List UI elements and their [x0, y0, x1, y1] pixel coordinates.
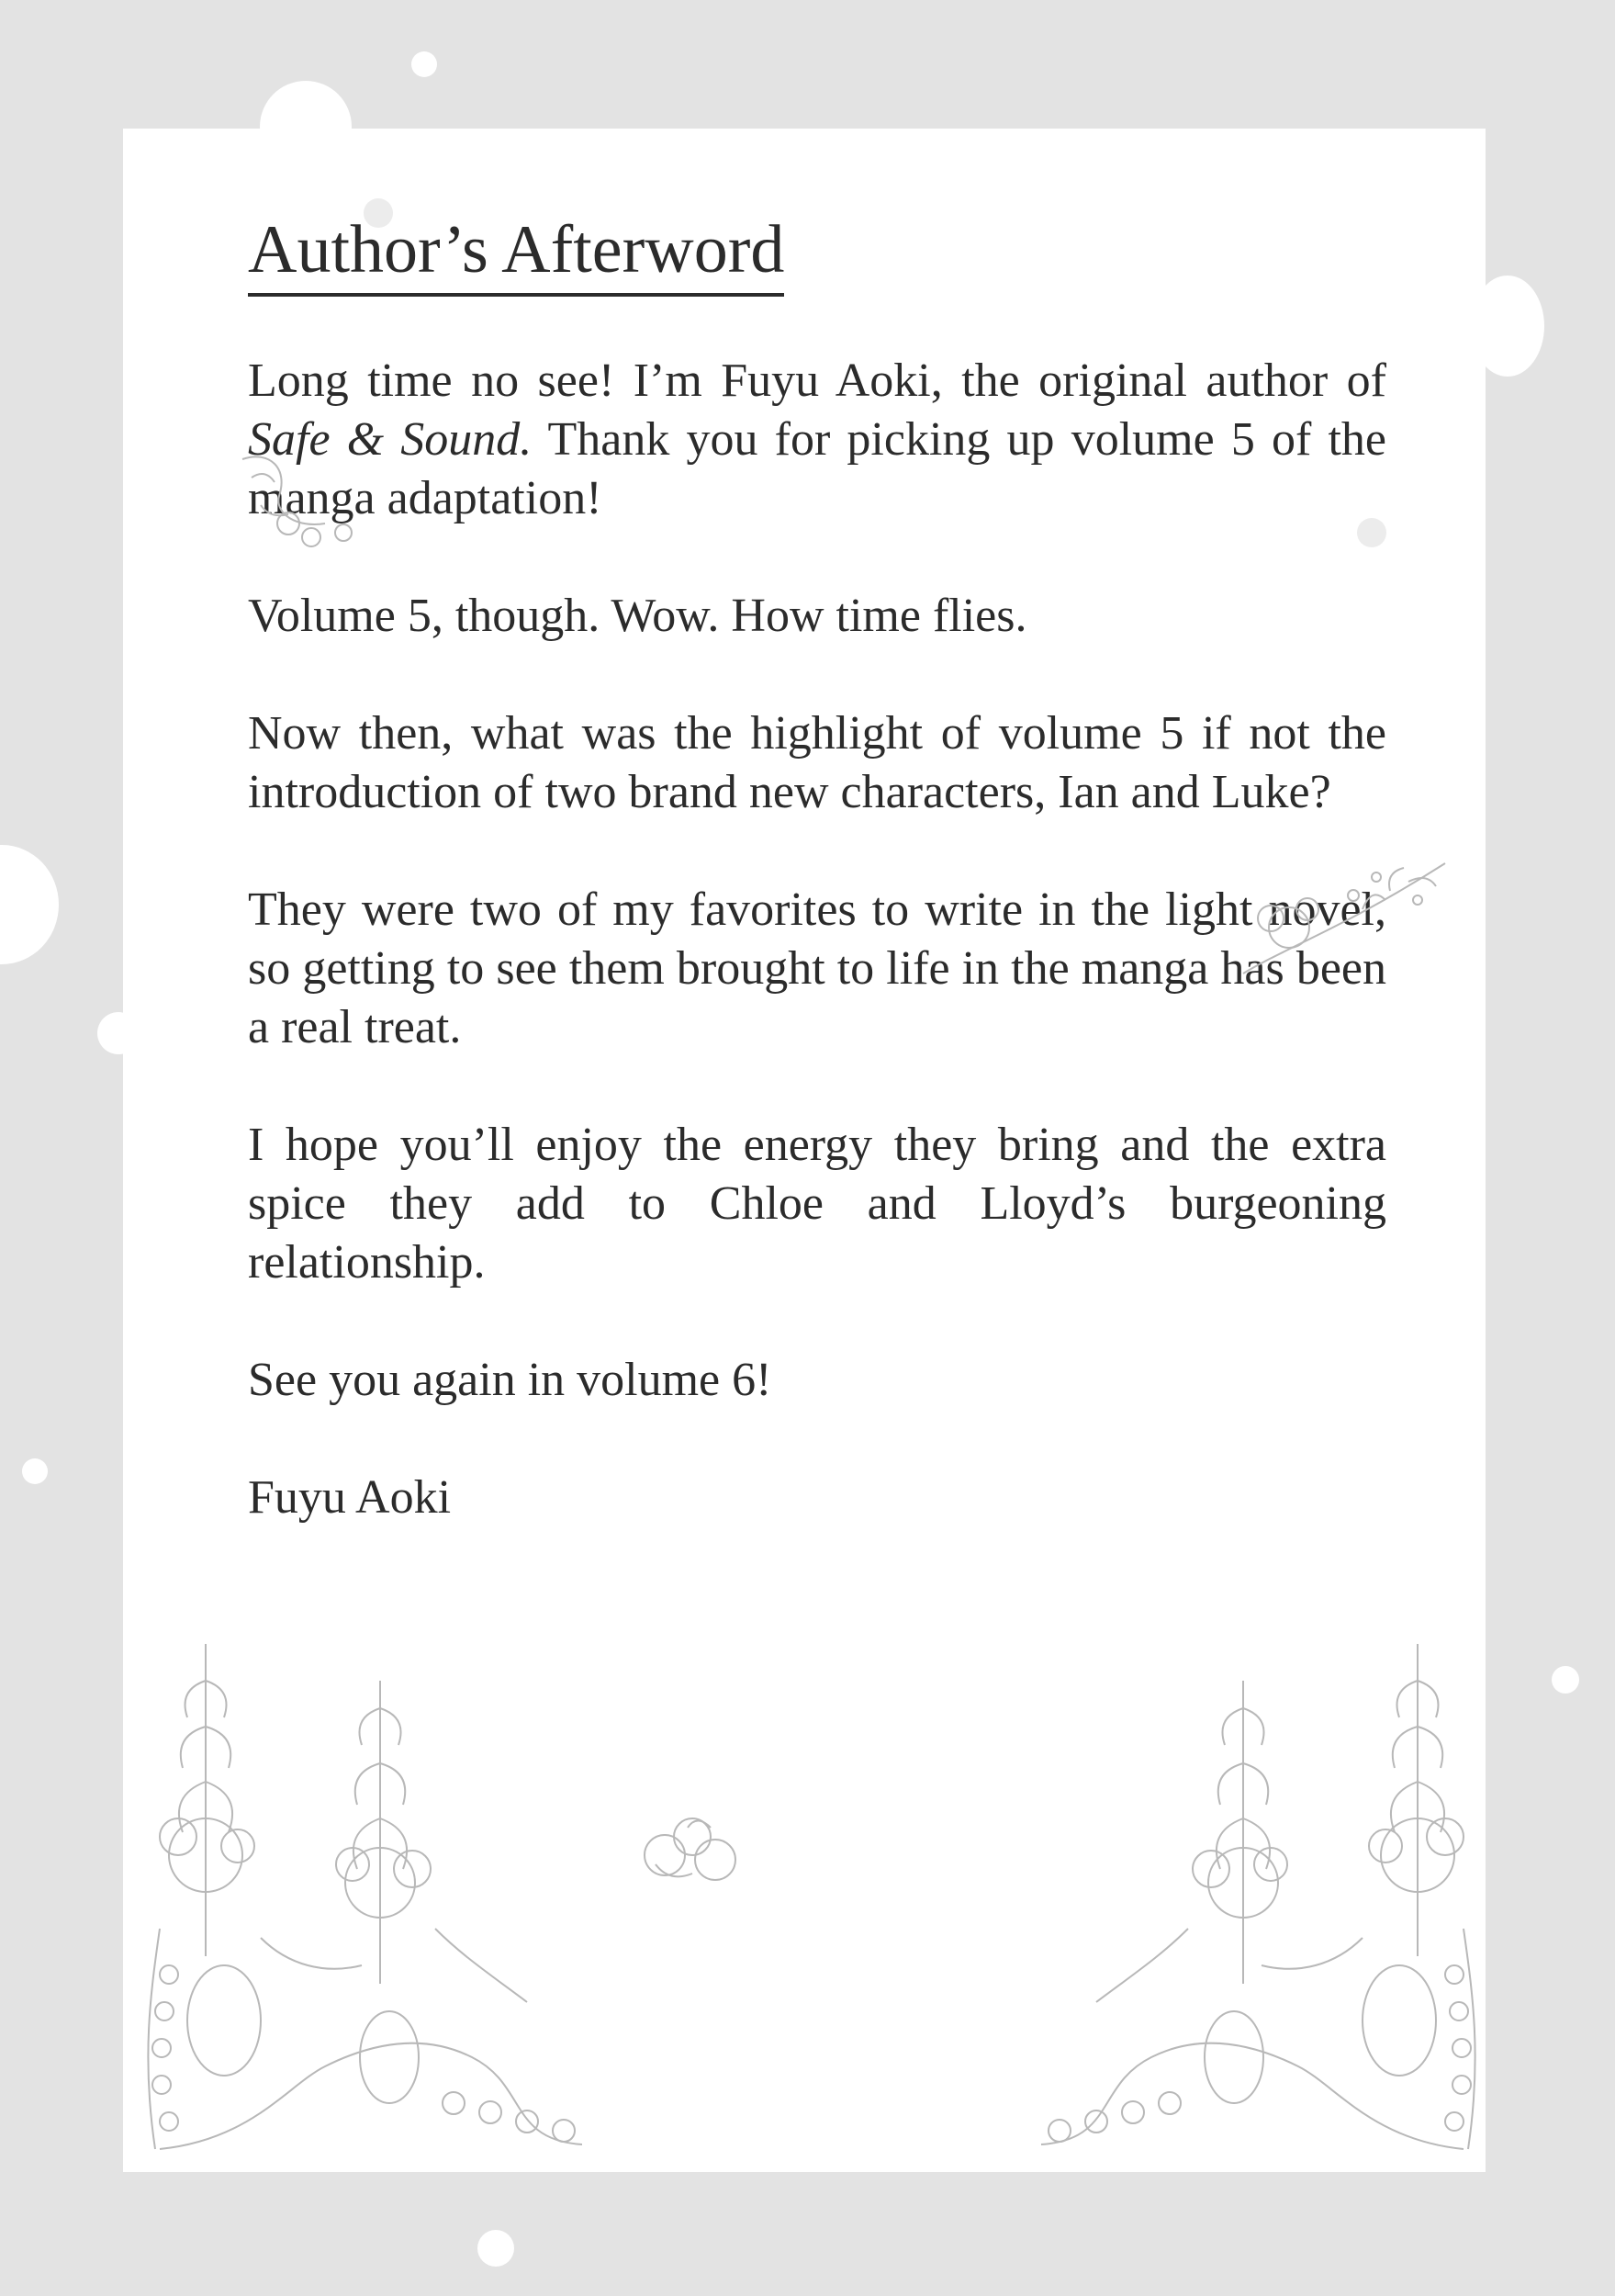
paragraph-volume: Volume 5, though. Wow. How time flies.: [248, 590, 1027, 643]
paragraph-highlight: Now then, what was the highlight of volume 5 if not the introduction of two brand new characters, Ian and Luke?: [248, 707, 1386, 819]
paragraph-hope: I hope you’ll enjoy the energy they bring and the extra spice they add to Chloe and Lloyd’s burgeoning relationship.: [248, 1119, 1386, 1289]
series-title: Safe & Sound.: [248, 413, 533, 467]
intro-text-start: Long time no see! I’m Fuyu Aoki, the original author of: [248, 355, 1386, 408]
lace-border-ornament-right: [968, 1626, 1482, 2167]
lace-border-ornament-left: [141, 1626, 656, 2167]
signature: Fuyu Aoki: [248, 1471, 452, 1525]
afterword-page: [123, 129, 1486, 2172]
bubble-decoration: [22, 1458, 48, 1484]
bubble-decoration: [477, 2230, 514, 2267]
floral-sprig-ornament: [1234, 854, 1454, 992]
paragraph-favorites: They were two of my favorites to write in the light novel, so getting to see them brought to life in the manga has been a real treat.: [248, 884, 1386, 1054]
paragraph-intro: [248, 352, 1386, 528]
afterword-text: [248, 211, 1386, 1586]
page-title: Author’s Afterword: [248, 211, 784, 297]
bubble-decoration: [0, 845, 59, 964]
bubble-decoration: [1552, 1666, 1579, 1694]
floral-sprig-ornament: [233, 441, 398, 560]
paragraph-farewell: See you again in volume 6!: [248, 1354, 772, 1407]
intro-text-end: Thank you for picking up volume 5 of the manga adaptation!: [248, 413, 1386, 525]
bubble-decoration: [411, 51, 437, 77]
